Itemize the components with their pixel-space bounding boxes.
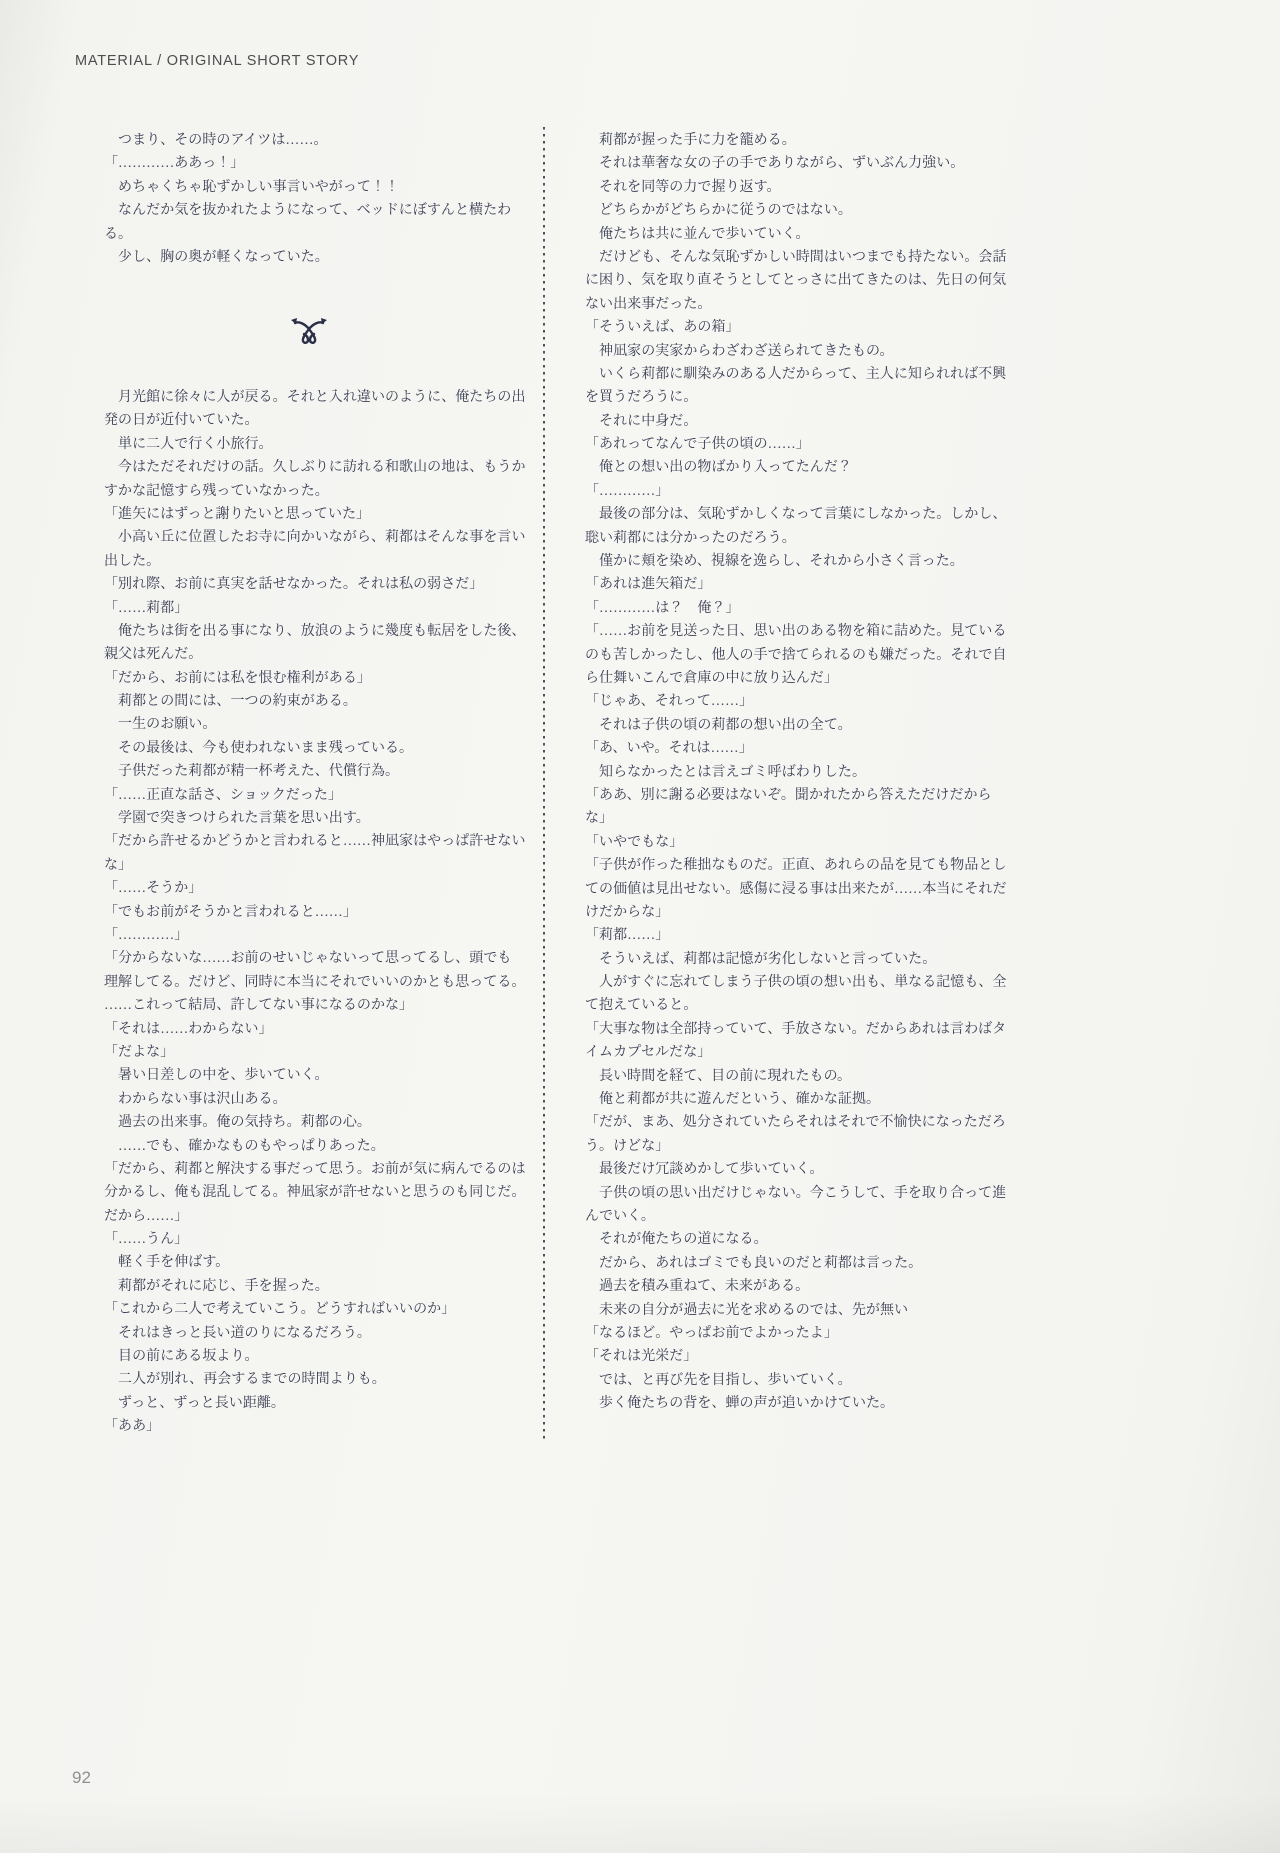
page-number: 92 — [72, 1768, 91, 1787]
text-line: それは子供の頃の莉都の想い出の全て。 — [585, 717, 852, 733]
text-line: 未来の自分が過去に光を求めるのでは、先が無い — [585, 1302, 909, 1318]
text-line: 「ああ、別に謝る必要はないぞ。聞かれたから答えただけだから — [585, 787, 992, 803]
text-line: 理解してる。だけど、同時に本当にそれでいいのかとも思ってる。 — [104, 974, 526, 990]
text-line: 「これから二人で考えていこう。どうすればいいのか」 — [104, 1302, 456, 1318]
fleur-ornament-icon — [290, 314, 328, 348]
text-line: つまり、その時のアイツは……。 — [104, 133, 328, 148]
text-line: 子供の頃の思い出だけじゃない。今こうして、手を取り合って進 — [585, 1185, 1007, 1201]
text-line: 「……そうか」 — [104, 881, 203, 897]
text-line: んでいく。 — [585, 1208, 655, 1224]
text-line: な」 — [585, 811, 614, 827]
text-line: 目の前にある坂より。 — [104, 1349, 259, 1365]
text-line: 「あれってなんで子供の頃の……」 — [585, 437, 810, 453]
text-line: 「……うん」 — [104, 1232, 189, 1248]
text-line: 神凪家の実家からわざわざ送られてきたもの。 — [585, 343, 894, 359]
text-line: 分かるし、俺も混乱してる。神凪家が許せないと思うのも同じだ。 — [104, 1185, 526, 1201]
text-line: ……でも、確かなものもやっぱりあった。 — [104, 1138, 385, 1154]
text-line: 歩く俺たちの背を、蝉の声が追いかけていた。 — [585, 1396, 895, 1412]
text-line: ての価値は見出せない。感傷に浸る事は出来たが……本当にそれだ — [585, 881, 1007, 897]
text-line: 知らなかったとは言えゴミ呼ばわりした。 — [585, 764, 866, 780]
text-line: 「だから許せるかどうかと言われると……神凪家はやっぱ許せない — [104, 834, 526, 850]
text-line: ない出来事だった。 — [585, 296, 712, 312]
text-line: めちゃくちゃ恥ずかしい事言いやがって！！ — [104, 179, 400, 195]
text-line: だから……」 — [104, 1208, 189, 1224]
text-line: 一生のお願い。 — [104, 717, 217, 733]
text-line: 過去の出来事。俺の気持ち。莉都の心。 — [104, 1115, 371, 1131]
text-line: 「子供が作った稚拙なものだ。正直、あれらの品を見ても物品とし — [585, 858, 1007, 874]
text-line: のも苦しかったし、他人の手で捨てられるのも嫌だった。それで自 — [585, 647, 1007, 663]
text-line: 子供だった莉都が精一杯考えた、代償行為。 — [104, 764, 400, 780]
text-line: どちらかがどちらかに従うのではない。 — [585, 203, 852, 219]
text-line: に困り、気を取り直そうとしてとっさに出てきたのは、先日の何気 — [585, 273, 1007, 289]
text-line: 「あ、いや。それは……」 — [585, 741, 753, 757]
text-line: 月光館に徐々に人が戻る。それと入れ違いのように、俺たちの出 — [104, 390, 526, 405]
text-line: 「……お前を見送った日、思い出のある物を箱に詰めた。見ている — [585, 624, 1007, 640]
text-line: 「じゃあ、それって……」 — [585, 694, 754, 710]
text-line: ら仕舞いこんで倉庫の中に放り込んだ」 — [585, 670, 838, 686]
text-line: 莉都との間には、一つの約束がある。 — [104, 694, 357, 710]
text-line: 俺たちは街を出る事になり、放浪のように幾度も転居をした後、 — [104, 623, 526, 639]
text-line: 少し、胸の奥が軽くなっていた。 — [104, 249, 329, 265]
text-line: る。 — [104, 226, 133, 242]
text-line: 「そういえば、あの箱」 — [585, 320, 740, 336]
text-line: わからない事は沢山ある。 — [104, 1091, 287, 1107]
text-line: 最後だけ冗談めかして歩いていく。 — [585, 1162, 824, 1178]
text-line: 「だから、お前には私を恨む権利がある」 — [104, 670, 371, 686]
text-line: なんだか気を抜かれたようになって、ベッドにぼすんと横たわ — [104, 203, 512, 219]
text-line: だけども、そんな気恥ずかしい時間はいつまでも持たない。会話 — [585, 249, 1007, 265]
text-line: 「それは光栄だ」 — [585, 1349, 698, 1365]
text-line: 「でもお前がそうかと言われると……」 — [104, 904, 357, 920]
page-header-title: MATERIAL / ORIGINAL SHORT STORY — [75, 53, 360, 69]
text-line: 俺たちは共に並んで歩いていく。 — [585, 226, 810, 242]
text-line: 「だが、まあ、処分されていたらそれはそれで不愉快になっただろ — [585, 1115, 1006, 1131]
text-line: 「あれは進矢箱だ」 — [585, 577, 712, 593]
text-line: 人がすぐに忘れてしまう子供の頃の想い出も、単なる記憶も、全 — [585, 975, 1007, 991]
text-line: 親父は死んだ。 — [104, 647, 203, 663]
text-line: 「進矢にはずっと謝りたいと思っていた」 — [104, 506, 371, 522]
text-line: ……これって結局、許してない事になるのかな」 — [104, 998, 414, 1014]
text-line: 単に二人で行く小旅行。 — [104, 436, 273, 452]
text-line: 過去を積み重ねて、未来がある。 — [585, 1279, 810, 1295]
text-line: 小高い丘に位置したお寺に向かいながら、莉都はそんな事を言い — [104, 530, 526, 546]
text-line: 「だから、莉都と解決する事だって思う。お前が気に病んでるのは — [104, 1161, 526, 1177]
text-line: 「分からないな……お前のせいじゃないって思ってるし、頭でも — [104, 951, 512, 967]
left-column-story-text — [104, 386, 534, 1439]
section-break-ornament-icon — [290, 314, 328, 348]
text-line: 最後の部分は、気恥ずかしくなって言葉にしなかった。しかし、 — [585, 507, 1007, 523]
text-line: 長い時間を経て、目の前に現れたもの。 — [585, 1068, 852, 1084]
text-line: 聡い莉都には分かったのだろう。 — [585, 530, 796, 546]
text-line: それに中身だ。 — [585, 413, 698, 429]
text-line: いくら莉都に馴染みのある人だからって、主人に知られれば不興 — [585, 366, 1007, 382]
text-line: 「…………は？ 俺？」 — [585, 600, 740, 616]
text-line: 出した。 — [104, 553, 161, 569]
text-line: 莉都がそれに応じ、手を握った。 — [104, 1278, 329, 1294]
text-line: それはきっと長い道のりになるだろう。 — [104, 1325, 371, 1341]
text-line: 二人が別れ、再会するまでの時間よりも。 — [104, 1372, 386, 1388]
text-line: 今はただそれだけの話。久しぶりに訪れる和歌山の地は、もうか — [104, 460, 526, 476]
text-line: 学園で突きつけられた言葉を思い出す。 — [104, 811, 370, 827]
text-line: 「ああ」 — [104, 1419, 161, 1435]
text-line: そういえば、莉都は記憶が劣化しないと言っていた。 — [585, 951, 937, 967]
right-column-story-text — [585, 129, 1015, 1415]
text-line: それは華奢な女の子の手でありながら、ずいぶん力強い。 — [585, 156, 965, 172]
text-line: それが俺たちの道になる。 — [585, 1232, 768, 1248]
text-line: て抱えていると。 — [585, 998, 698, 1014]
text-line: な」 — [104, 857, 133, 873]
text-line: 「別れ際、お前に真実を話せなかった。それは私の弱さだ」 — [104, 577, 484, 593]
text-line: それを同等の力で握り返す。 — [585, 179, 781, 195]
text-line: を買うだろうに。 — [585, 390, 698, 406]
text-line: 僅かに頬を染め、視線を逸らし、それから小さく言った。 — [585, 554, 964, 570]
text-line: けだからな」 — [585, 904, 670, 920]
column-divider-dotted-rule — [543, 127, 545, 1439]
text-line: その最後は、今も使われないまま残っている。 — [104, 740, 414, 756]
text-line: 「…………」 — [104, 927, 189, 943]
text-line: 「……正直な話さ、ショックだった」 — [104, 787, 343, 803]
text-line: イムカプセルだな」 — [585, 1045, 712, 1061]
left-column-intro-text — [104, 129, 534, 269]
text-line: 「…………ああっ！」 — [104, 156, 245, 172]
text-line: すかな記憶すら残っていなかった。 — [104, 483, 329, 499]
text-line: 軽く手を伸ばす。 — [104, 1255, 230, 1271]
text-line: う。けどな」 — [585, 1138, 670, 1154]
text-line: 「だよな」 — [104, 1044, 175, 1060]
text-line: 「…………」 — [585, 483, 670, 499]
text-line: 暑い日差しの中を、歩いていく。 — [104, 1068, 329, 1084]
text-line: ずっと、ずっと長い距離。 — [104, 1395, 285, 1411]
text-line: 莉都が握った手に力を籠める。 — [585, 133, 796, 148]
text-line: 「……莉都」 — [104, 600, 189, 616]
text-line: 「莉都……」 — [585, 928, 670, 944]
text-line: 俺との想い出の物ばかり入ってたんだ？ — [585, 460, 852, 476]
text-line: では、と再び先を目指し、歩いていく。 — [585, 1372, 852, 1388]
text-line: だから、あれはゴミでも良いのだと莉都は言った。 — [585, 1255, 923, 1271]
text-line: 「大事な物は全部持っていて、手放さない。だからあれは言わばタ — [585, 1021, 1007, 1037]
text-line: 俺と莉都が共に遊んだという、確かな証拠。 — [585, 1092, 881, 1108]
text-line: 「なるほど。やっぱお前でよかったよ」 — [585, 1325, 838, 1341]
text-line: 発の日が近付いていた。 — [104, 413, 259, 429]
text-line: 「いやでもな」 — [585, 834, 684, 850]
text-line: 「それは……わからない」 — [104, 1021, 273, 1037]
